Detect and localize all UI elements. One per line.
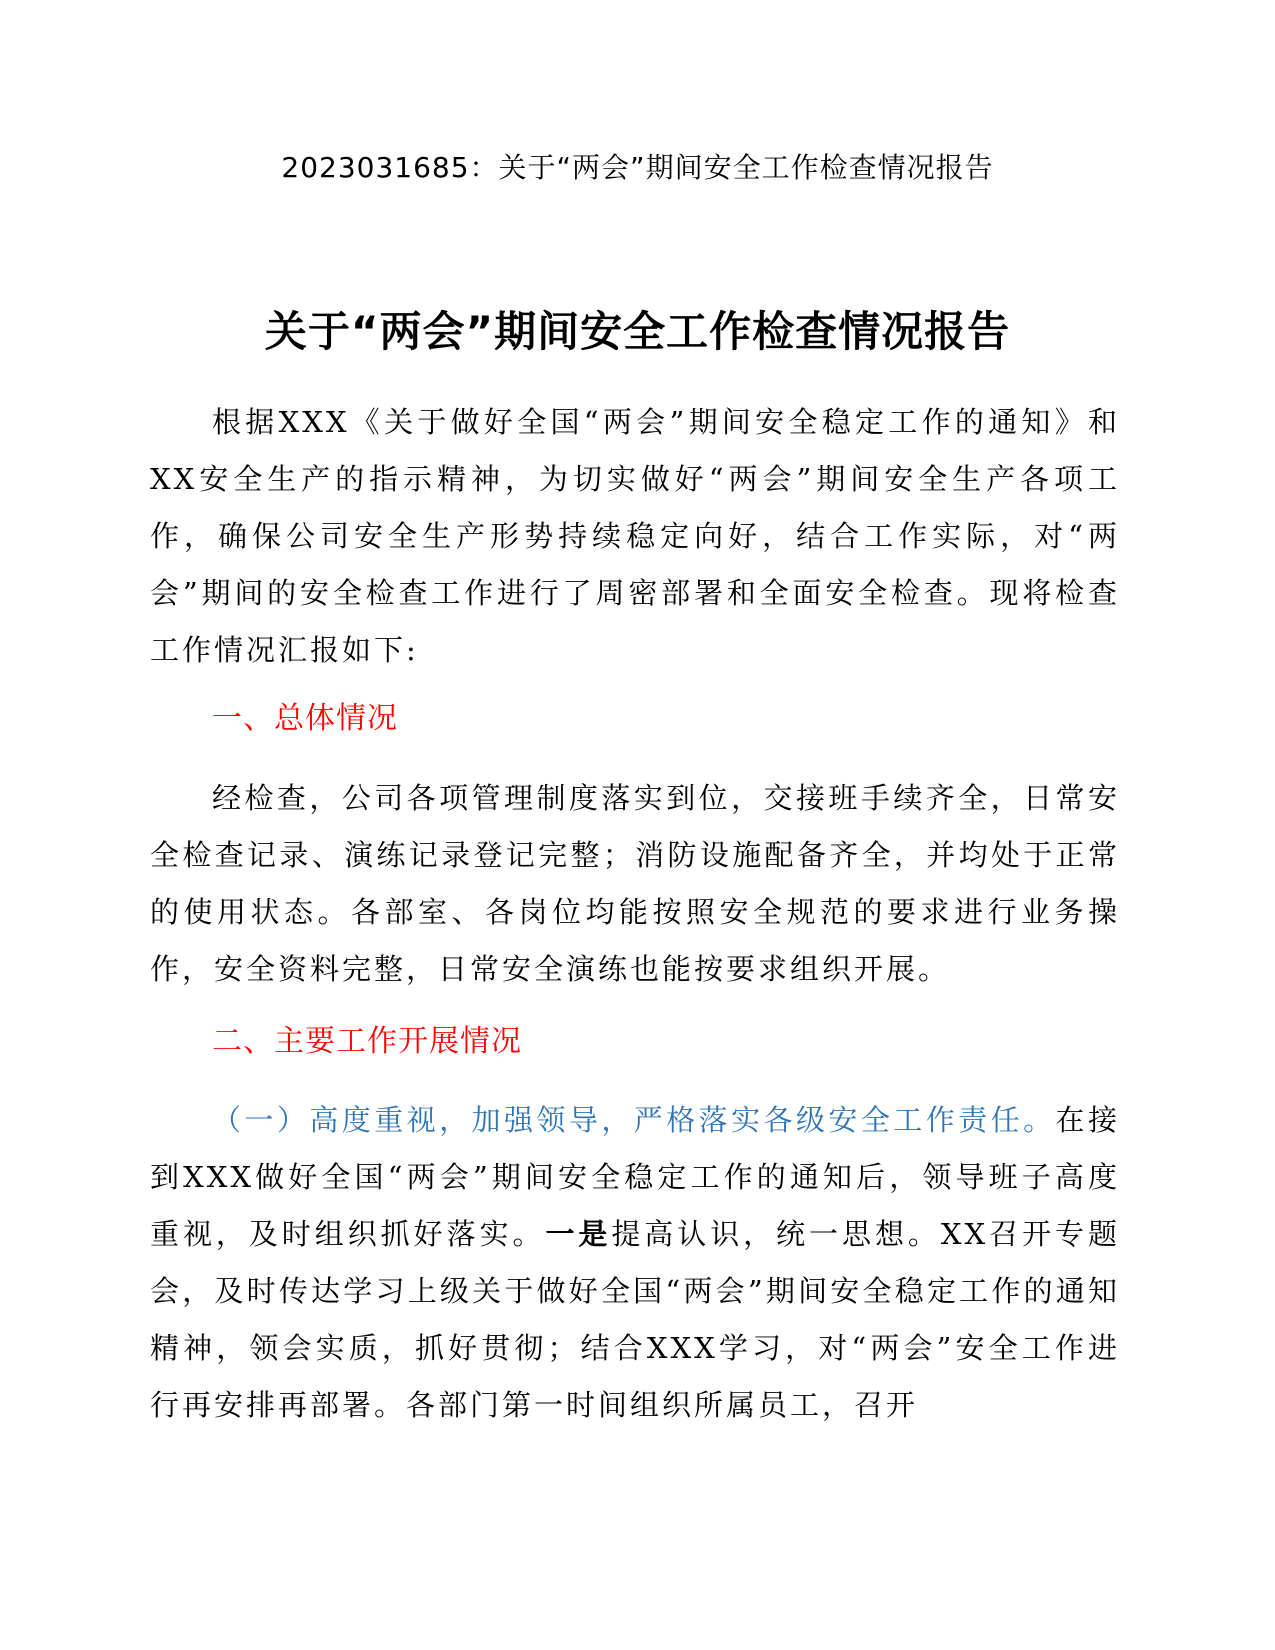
bold-lead-text: 一是 <box>545 1217 612 1251</box>
document-title: 关于“两会”期间安全工作检查情况报告 <box>264 307 1011 356</box>
document-code-header: 2023031685：关于“两会”期间安全工作检查情况报告 <box>281 151 994 184</box>
main-work-paragraph <box>150 1092 1120 1434</box>
section-heading-main-work: 二、主要工作开展情况 <box>212 1024 522 1059</box>
paragraph-text-part1: 在接到XXX做好全国“两会”期间安全稳定工作的通知后，领导班子高度重视，及时组织抓好落实。 <box>150 1103 1120 1251</box>
paragraph-text-part2: 提高认识，统一思想。XX召开专题会，及时传达学习上级关于做好全国“两会”期间安全稳定工作的通知精神，领会实质，抓好贯彻；结合XXX学习，对“两会”安全工作进行再安排再部署。各部门第一时间组织所属员工，召开 <box>150 1217 1120 1422</box>
overall-paragraph: 经检查，公司各项管理制度落实到位，交接班手续齐全，日常安全检查记录、演练记录登记完整；消防设施配备齐全，并均处于正常的使用状态。各部室、各岗位均能按照安全规范的要求进行业务操作，安全资料完整，日常安全演练也能按要求组织开展。 <box>150 781 1120 986</box>
section-heading-overall: 一、总体情况 <box>212 701 398 736</box>
subsection-heading-leadership: （一）高度重视，加强领导，严格落实各级安全工作责任。 <box>212 1103 1056 1137</box>
intro-paragraph: 根据XXX《关于做好全国“两会”期间安全稳定工作的通知》和XX安全生产的指示精神，为切实做好“两会”期间安全生产各项工作，确保公司安全生产形势持续稳定向好，结合工作实际，对“两会”期间的安全检查工作进行了周密部署和全面安全检查。现将检查工作情况汇报如下: <box>150 405 1120 667</box>
